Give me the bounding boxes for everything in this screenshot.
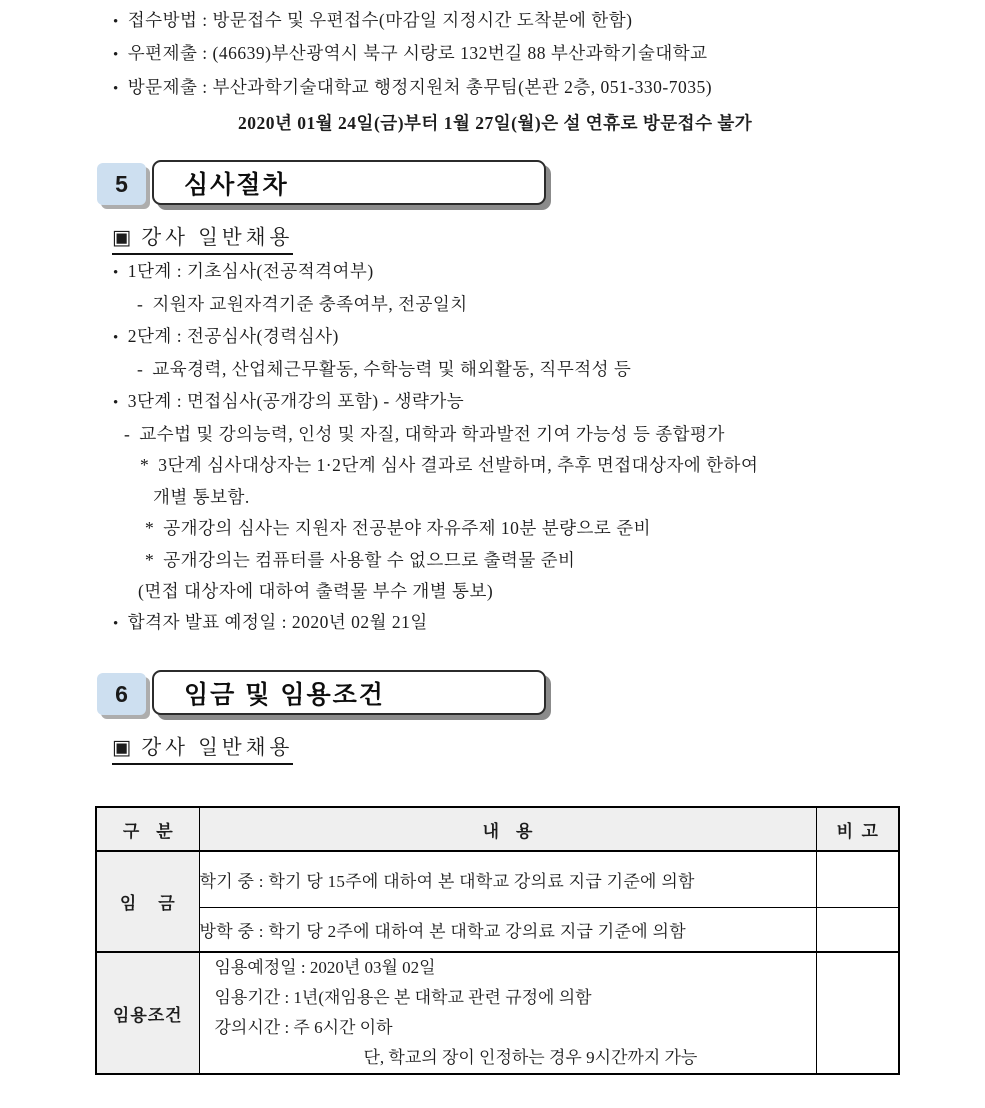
wage-vacation-cell: 방학 중 : 학기 당 2주에 대하여 본 대학교 강의료 지급 기준에 의함 — [199, 907, 816, 952]
list-item — [0, 576, 985, 607]
list-item — [0, 607, 985, 640]
condition-line: 임용예정일 : 2020년 03월 02일 — [214, 958, 436, 977]
list-item-text: (면접 대상자에 대하여 출력물 부수 개별 통보) — [138, 581, 494, 602]
list-item — [0, 386, 985, 419]
note-cell — [816, 952, 899, 1074]
dash-icon: - — [137, 359, 144, 380]
subsection-heading-inner — [112, 730, 293, 765]
section-6-header — [95, 668, 535, 720]
list-item-text: 3단계 : 면접심사(공개강의 포함) - 생략가능 — [127, 390, 465, 411]
list-item-text: 합격자 발표 예정일 : 2020년 02월 21일 — [127, 612, 428, 633]
section-title: 임금 및 임용조건 — [152, 670, 546, 715]
bullet-icon: • — [113, 14, 119, 30]
asterisk-icon: * — [145, 549, 155, 570]
list-item-text: 교수법 및 강의능력, 인성 및 자질, 대학과 학과발전 기여 가능성 등 종합평가 — [139, 424, 725, 445]
note-cell — [816, 851, 899, 907]
bullet-text: 접수방법 : 방문접수 및 우편접수(마감일 지정시간 도착분에 한함) — [127, 10, 633, 30]
list-item — [0, 419, 985, 450]
table-row — [96, 952, 899, 1074]
list-item — [0, 482, 985, 513]
list-item-text: 공개강의 심사는 지원자 전공분야 자유주제 10분 분량으로 준비 — [163, 518, 651, 539]
dash-icon: - — [137, 294, 144, 315]
header-content: 내 용 — [199, 807, 816, 851]
table-row — [96, 851, 899, 907]
submission-info-block — [0, 5, 985, 139]
header-category: 구 분 — [96, 807, 199, 851]
condition-line: 임용기간 : 1년(재임용은 본 대학교 관련 규정에 의함 — [214, 988, 592, 1007]
list-item-text: 교육경력, 산업체근무활동, 수학능력 및 해외활동, 직무적성 등 — [152, 359, 632, 380]
subsection-heading-label: 강사 일반채용 — [141, 227, 294, 249]
asterisk-icon: * — [140, 455, 150, 476]
square-icon: ▣ — [112, 737, 132, 759]
list-item-text: 2단계 : 전공심사(경력심사) — [127, 325, 339, 346]
bullet-icon: • — [113, 47, 119, 64]
note-cell — [816, 907, 899, 952]
section-5-header — [95, 158, 535, 210]
review-process-list — [0, 256, 985, 641]
list-item — [0, 513, 985, 544]
list-item-text: 공개강의는 컴퓨터를 사용할 수 없으므로 출력물 준비 — [163, 549, 576, 570]
bullet-text: 우편제출 : (46639)부산광역시 북구 시랑로 132번길 88 부산과학기술대학교 — [127, 43, 708, 64]
dash-icon: - — [124, 424, 131, 445]
asterisk-icon: * — [145, 518, 155, 539]
list-item — [0, 354, 985, 385]
list-item-text: 개별 통보함. — [153, 486, 250, 507]
list-item — [0, 289, 985, 320]
bullet-icon: • — [113, 80, 119, 97]
list-item-text: 1단계 : 기초심사(전공적격여부) — [127, 261, 374, 281]
wage-semester-cell: 학기 중 : 학기 당 15주에 대하여 본 대학교 강의료 지급 기준에 의함 — [199, 851, 816, 907]
bullet-icon: • — [113, 394, 119, 411]
square-icon: ▣ — [112, 227, 132, 249]
subsection-heading — [112, 220, 293, 255]
bullet-text: 방문제출 : 부산과학기술대학교 행정지원처 총무팀(본관 2층, 051-330-7035) — [127, 76, 713, 97]
header-note: 비 고 — [816, 807, 899, 851]
wage-label-cell: 임 금 — [96, 851, 199, 952]
condition-line: 강의시간 : 주 6시간 이하 — [214, 1018, 393, 1037]
condition-line: 단, 학교의 장이 인정하는 경우 9시간까지 가능 — [363, 1048, 698, 1067]
section-title: 심사절차 — [152, 160, 546, 205]
bullet-icon: • — [113, 329, 119, 346]
wage-conditions-table — [95, 806, 900, 1075]
bullet-icon: • — [113, 616, 119, 633]
list-item-text: 지원자 교원자격기준 충족여부, 전공일치 — [152, 294, 468, 315]
list-item-text: 3단계 심사대상자는 1·2단계 심사 결과로 선발하며, 추후 면접대상자에 한하여 — [158, 455, 759, 476]
subsection-heading-inner — [112, 220, 293, 255]
bullet-item — [0, 5, 985, 38]
subsection-heading-label: 강사 일반채용 — [141, 737, 294, 759]
list-item — [0, 450, 985, 481]
table-header-row — [96, 807, 899, 851]
bullet-item — [0, 38, 985, 71]
list-item — [0, 256, 985, 289]
table-row — [96, 907, 899, 952]
conditions-content-cell — [199, 952, 816, 1074]
section-number-badge: 5 — [97, 163, 146, 205]
list-item — [0, 545, 985, 576]
holiday-notice-text: 2020년 01월 24일(금)부터 1월 27일(월)은 설 연휴로 방문접수 불가 — [238, 113, 753, 134]
list-item — [0, 321, 985, 354]
conditions-label-cell: 임용조건 — [96, 952, 199, 1074]
subsection-heading — [112, 730, 293, 765]
section-number-badge: 6 — [97, 673, 146, 715]
bullet-item — [0, 72, 985, 105]
bullet-icon: • — [113, 265, 119, 281]
